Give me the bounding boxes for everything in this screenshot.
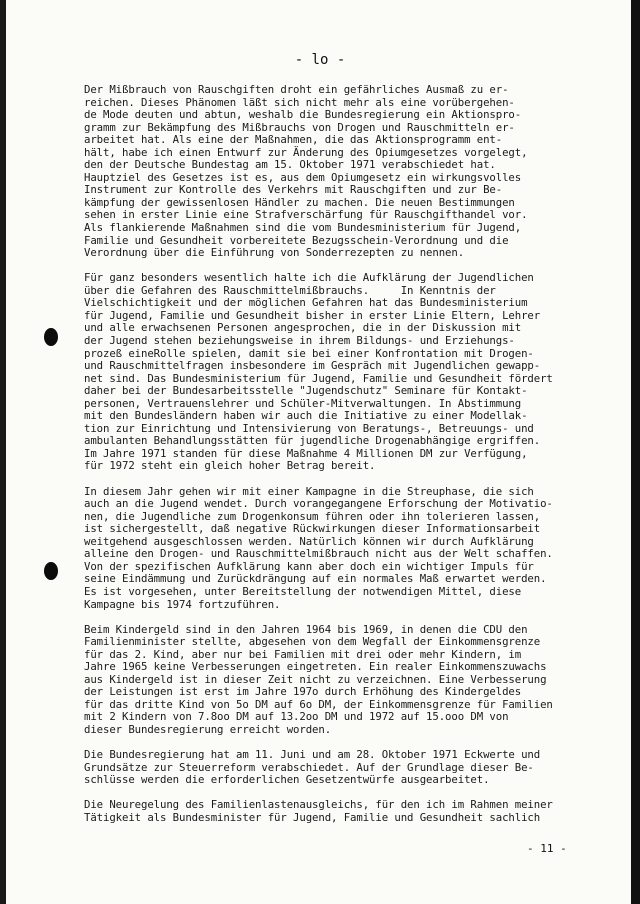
text-line: ambulanten Behandlungsstätten für jugendliche Drogenabhängige ergriffen.	[84, 434, 541, 448]
text-line: mit den Bundesländern haben wir auch die Initiative zu einer Modellak-	[84, 409, 528, 423]
text-line: hält, habe ich einen Entwurf zur Änderung des Opiumgesetzes vorgelegt,	[84, 145, 528, 159]
text-line: seine Eindämmung und Zurückdrängung auf ein normales Maß erwartet werden.	[84, 572, 547, 586]
text-line: auch an die Jugend wendet. Durch vorangegangene Erforschung der Motivatio-	[84, 497, 553, 511]
text-line: für Jugend, Familie und Gesundheit bisher in erster Linie Eltern, Lehrer	[84, 308, 541, 322]
text-line: über die Gefahren des Rauschmittelmißbrauchs. In Kenntnis der	[84, 283, 496, 297]
punch-hole-lower	[44, 562, 58, 580]
text-line: dieser Bundesregierung erreicht worden.	[84, 723, 332, 737]
text-line: net sind. Das Bundesministerium für Jugend, Familie und Gesundheit fördert	[84, 371, 553, 385]
text-line: Es ist vorgesehen, unter Bereitstellung der notwendigen Mittel, diese	[84, 584, 522, 598]
text-line: Jahre 1965 keine Verbesserungen eingetreten. Ein realer Einkommenszuwachs	[84, 660, 547, 674]
punch-hole-upper	[44, 328, 58, 346]
text-line: Familie und Gesundheit vorbereitete Bezugsschein-Verordnung und die	[84, 233, 509, 247]
text-line: und Rauschmittelfragen insbesondere im Gespräch mit Jugendlichen gewapp-	[84, 359, 541, 373]
text-line: mit 2 Kindern von 7.8oo DM auf 13.2oo DM und 1972 auf 15.ooo DM von	[84, 710, 509, 724]
text-line: daher bei der Bundesarbeitsstelle "Jugendschutz" Seminare für Kontakt-	[84, 384, 528, 398]
text-line: aus Kindergeld ist in dieser Zeit nicht zu verzeichnen. Eine Verbesserung	[84, 672, 547, 686]
text-line: der Leistungen ist erst im Jahre 197o durch Erhöhung des Kindergeldes	[84, 685, 522, 699]
paragraph	[84, 749, 624, 787]
text-line: Die Neuregelung des Familienlastenausgleichs, für den ich im Rahmen meiner	[84, 798, 553, 812]
text-line: nen, die Jugendliche zum Drogenkonsum führen oder ihn tolerieren lassen,	[84, 509, 541, 523]
text-line: reichen. Dieses Phänomen läßt sich nicht mehr als eine vorübergehen-	[84, 95, 515, 109]
paragraph	[84, 272, 624, 473]
text-line: Vielschichtigkeit und der möglichen Gefahren hat das Bundesministerium	[84, 296, 528, 310]
text-line: Grundsätze zur Steuerreform verabschiedet. Auf der Grundlage dieser Be-	[84, 760, 534, 774]
text-line: arbeitet hat. Als eine der Maßnahmen, die das Aktionsprogramm ent-	[84, 133, 503, 147]
text-line: gramm zur Bekämpfung des Mißbrauchs von Drogen und Rauschmitteln er-	[84, 120, 515, 134]
text-line: für das dritte Kind von 5o DM auf 6o DM, der Einkommensgrenze für Familien	[84, 697, 553, 711]
text-line: Im Jahre 1971 standen für diese Maßnahme 4 Millionen DM zur Verfügung,	[84, 446, 528, 460]
text-line: schlüsse werden die erforderlichen Gesetzentwürfe ausgearbeitet.	[84, 773, 490, 787]
page-number-top: - lo -	[294, 52, 346, 68]
text-line: der Jugend stehen beziehungsweise in ihrem Bildungs- und Erziehungs-	[84, 333, 515, 347]
text-line: prozeß eineRolle spielen, damit sie bei einer Konfrontation mit Drogen-	[84, 346, 534, 360]
paragraph	[84, 799, 624, 824]
paragraph	[84, 624, 624, 737]
text-line: ist sichergestellt, daß negative Rückwirkungen dieser Informationsarbeit	[84, 522, 541, 536]
text-line: Instrument zur Kontrolle des Verkehrs mit Rauschgiften und zur Be-	[84, 183, 503, 197]
scan-left-edge	[0, 0, 6, 904]
text-line: für 1972 steht ein gleich hoher Betrag bereit.	[84, 459, 376, 473]
paragraph-gap	[84, 473, 624, 486]
text-line: Von der spezifischen Aufklärung kann aber doch ein wichtiger Impuls für	[84, 559, 534, 573]
text-line: Für ganz besonders wesentlich halte ich die Aufklärung der Jugendlichen	[84, 271, 534, 285]
paragraph	[84, 84, 624, 260]
paragraph-gap	[84, 611, 624, 624]
text-line: sehen in erster Linie eine Strafverschärfung für Rauschgifthandel vor.	[84, 208, 528, 222]
text-line: Als flankierende Maßnahmen sind die vom Bundesministerium für Jugend,	[84, 221, 522, 235]
text-line: alleine den Drogen- und Rauschmittelmißbrauch nicht aus der Welt schaffen.	[84, 547, 553, 561]
text-line: Verordnung über die Einführung von Sonderrezepten zu nennen.	[84, 246, 465, 260]
text-line: Hauptziel des Gesetzes ist es, aus dem Opiumgesetz ein wirkungsvolles	[84, 170, 522, 184]
body-text	[84, 84, 624, 825]
text-line: kämpfung der gewissenlosen Händler zu machen. Die neuen Bestimmungen	[84, 195, 515, 209]
paragraph	[84, 486, 624, 611]
text-line: tion zur Einrichtung und Intensivierung von Beratungs-, Betreuungs- und	[84, 421, 534, 435]
text-line: personen, Vertrauenslehrer und Schüler-Mitverwaltungen. In Abstimmung	[84, 396, 522, 410]
text-line: Der Mißbrauch von Rauschgiften droht ein gefährliches Ausmaß zu er-	[84, 83, 509, 96]
text-line: und alle erwachsenen Personen angesprochen, die in der Diskussion mit	[84, 321, 522, 335]
text-line: Familienminister stellte, abgesehen von dem Wegfall der Einkommensgrenze	[84, 635, 541, 649]
text-line: Tätigkeit als Bundesminister für Jugend, Familie und Gesundheit sachlich	[84, 810, 541, 824]
page-number-bottom: - 11 -	[527, 842, 567, 855]
text-line: den der Deutsche Bundestag am 15. Oktober 1971 verabschiedet hat.	[84, 158, 496, 172]
text-line: Kampagne bis 1974 fortzuführen.	[84, 597, 281, 611]
text-line: de Mode deuten und abtun, weshalb die Bundesregierung ein Aktionspro-	[84, 108, 522, 122]
text-line: In diesem Jahr gehen wir mit einer Kampagne in die Streuphase, die sich	[84, 484, 534, 498]
text-line: weitgehend ausgeschlossen werden. Natürlich können wir durch Aufklärung	[84, 534, 534, 548]
scan-right-edge	[631, 0, 640, 904]
text-line: Beim Kindergeld sind in den Jahren 1964 bis 1969, in denen die CDU den	[84, 622, 528, 636]
text-line: Die Bundesregierung hat am 11. Juni und am 28. Oktober 1971 Eckwerte und	[84, 748, 541, 762]
text-line: für das 2. Kind, aber nur bei Familien mit drei oder mehr Kindern, im	[84, 647, 522, 661]
